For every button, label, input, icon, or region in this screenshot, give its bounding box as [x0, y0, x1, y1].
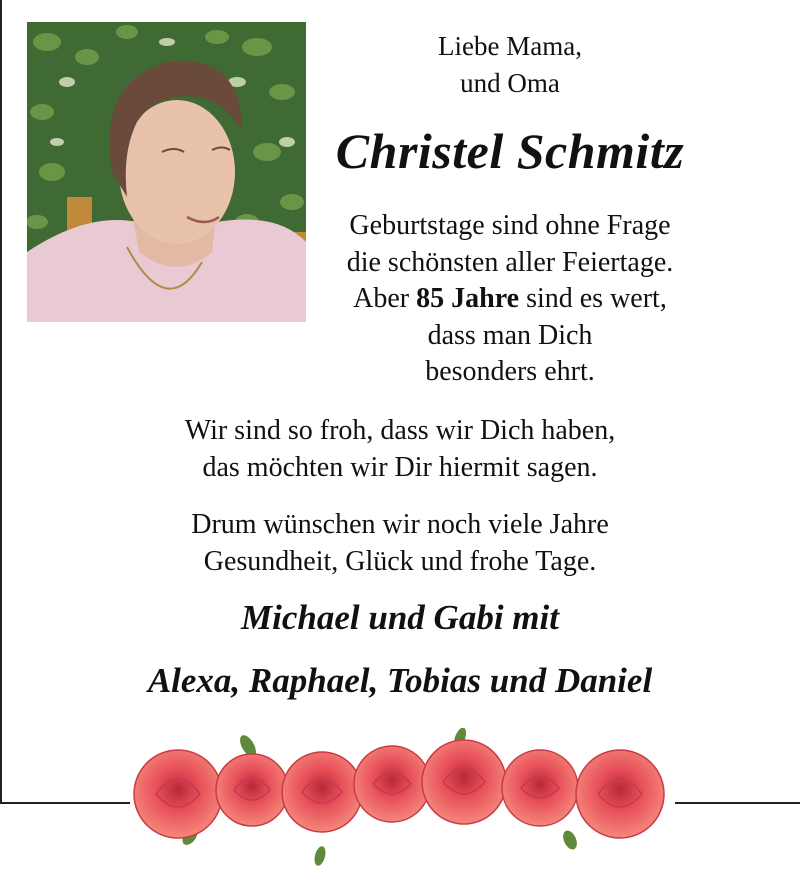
signature-line-1: Michael und Gabi mit [241, 598, 559, 637]
paragraph-1-line-1: Wir sind so froh, dass wir Dich haben, [184, 415, 616, 446]
poem-line-3-suffix: sind es wert, [526, 283, 667, 314]
rose-1 [134, 750, 222, 838]
age-highlight: 85 Jahre [416, 283, 520, 314]
rose-2 [216, 754, 288, 826]
signature-line-2: Alexa, Raphael, Tobias und Daniel [147, 661, 653, 700]
rose-3 [282, 752, 362, 832]
paragraph-2-line-1: Drum wünschen wir noch viele Jahre [191, 509, 609, 540]
portrait-photo [27, 22, 306, 322]
rose-5 [422, 740, 506, 824]
poem-line-3 [300, 281, 720, 318]
paragraph-2-line-2: Gesundheit, Glück und frohe Tage. [203, 545, 597, 577]
roses-decoration [130, 728, 678, 868]
birthday-poem [300, 208, 720, 391]
rose-4 [354, 746, 430, 822]
greeting [330, 28, 690, 102]
greeting-line-2: und Oma [460, 68, 560, 98]
poem-line-1: Geburtstage sind ohne Frage [349, 210, 671, 241]
greeting-line-1: Liebe Mama, [438, 31, 582, 61]
paragraph-1-line-2: das möchten wir Dir hiermit sagen. [202, 451, 598, 483]
poem-line-2: die schönsten aller Feiertage. [346, 246, 674, 278]
poem-line-5: besonders ehrt. [425, 356, 595, 387]
portrait-image [27, 22, 306, 322]
rose-6 [502, 750, 578, 826]
paragraph-1 [50, 413, 750, 486]
paragraph-2 [50, 507, 750, 580]
honoree-name: Christel Schmitz [335, 123, 685, 179]
rose-7 [576, 750, 664, 838]
poem-line-4: dass man Dich [427, 319, 593, 351]
poem-line-3-prefix: Aber [353, 283, 410, 314]
